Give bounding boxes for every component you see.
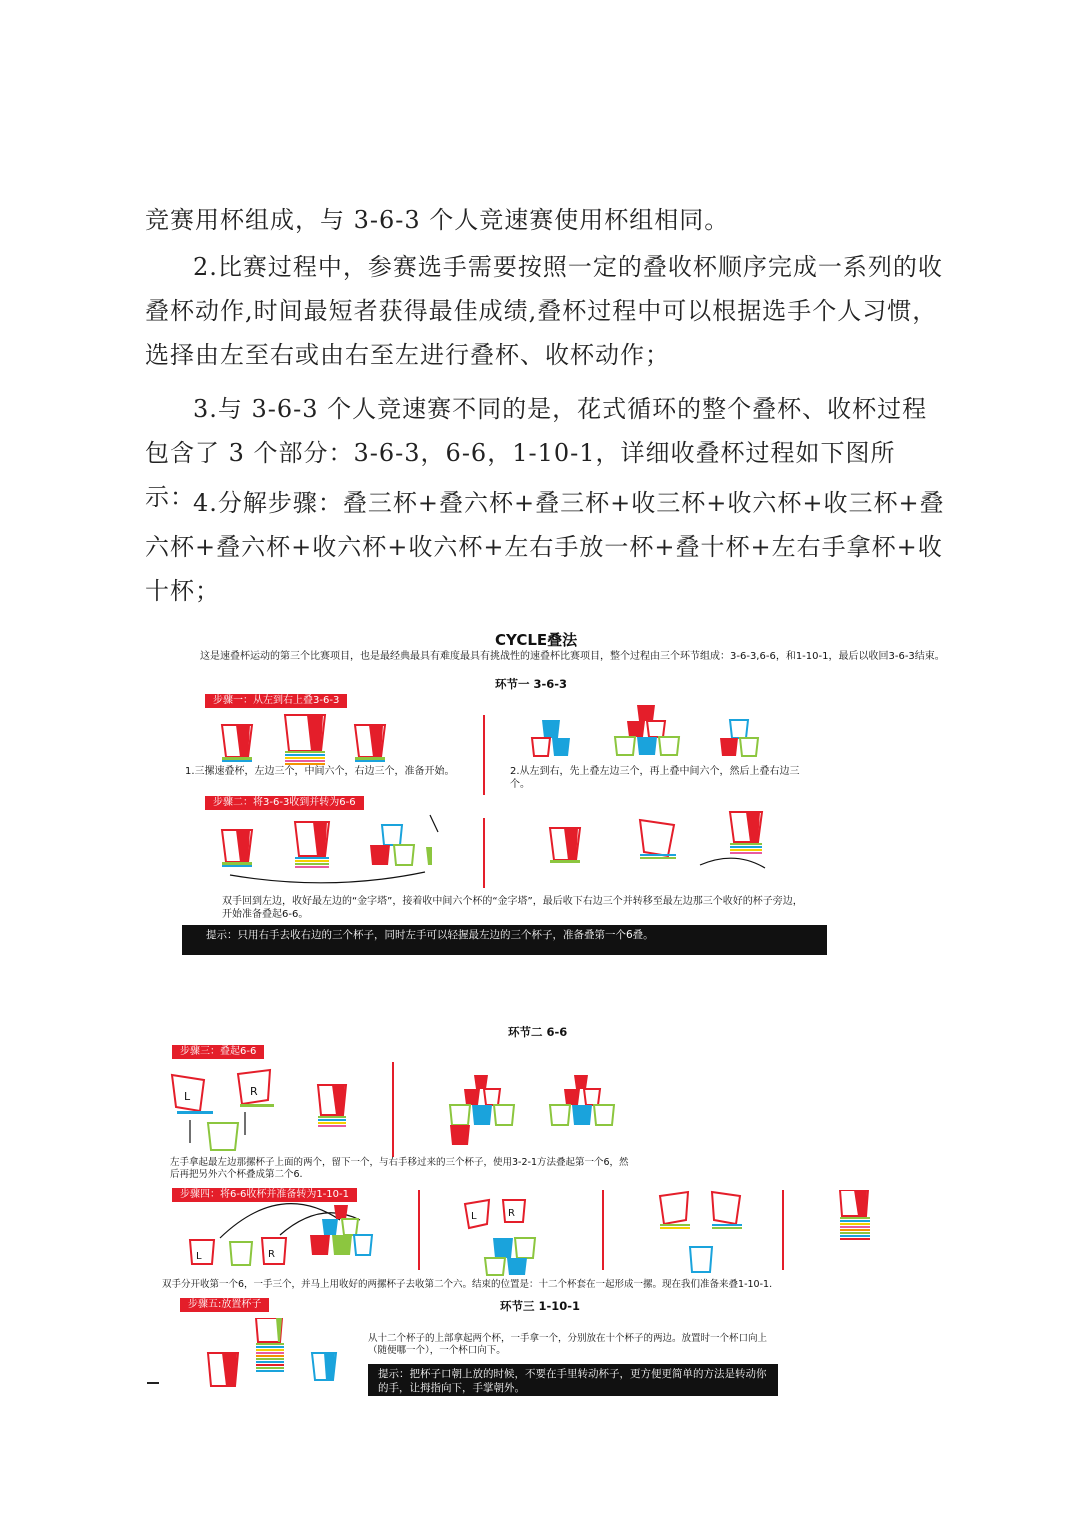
divider-5 bbox=[602, 1190, 604, 1270]
caption-5: 双手分开收第一个6，一手三个，并马上用收好的两摞杯子去收第二个六。结束的位置是：十二个杯套在一起形成一摞。现在我们准备来叠1-10-1. bbox=[162, 1279, 773, 1290]
paragraph-1: 竞赛用杯组成，与 3-6-3 个人竞速赛使用杯组相同。 bbox=[145, 206, 730, 234]
tip-2: 提示：把杯子口朝上放的时候，不要在手里转动杯子，更方便更简单的方法是转动你的手，让拇指向下，手掌朝外。 bbox=[368, 1364, 778, 1396]
paragraph-3: 3.与 3-6-3 个人竞速赛不同的是，花式循环的整个叠杯、收杯过程包含了 3 个部分：3-6-3，6-6，1-10-1，详细收叠杯过程如下图所示： bbox=[145, 395, 928, 511]
cups-illustration-row3 bbox=[160, 1065, 1020, 1165]
cups-illustration-row2 bbox=[170, 810, 1030, 900]
cups-illustration-row4 bbox=[160, 1190, 1020, 1280]
divider-2 bbox=[483, 818, 485, 888]
step-5-label: 步骤五:放置杯子 bbox=[180, 1298, 269, 1312]
label-l-3: L bbox=[471, 1211, 477, 1222]
figure-intro: 这是速叠杯运动的第三个比赛项目，也是最经典最具有难度最具有挑战性的速叠杯比赛项目，整个过程由三个环节组成：3-6-3,6-6，和1-10-1，最后以收回3-6-3结束。 bbox=[200, 651, 945, 662]
label-l: L bbox=[184, 1090, 191, 1103]
page-dash bbox=[147, 1382, 159, 1384]
paragraph-4: 4.分解步骤：叠三杯+叠六杯+叠三杯+收三杯+收六杯+收三杯+叠六杯+叠六杯+收六杯+收六杯+左右手放一杯+叠十杯+左右手拿杯+收十杯； bbox=[145, 489, 945, 605]
section-title-2: 环节二 6-6 bbox=[508, 1025, 568, 1039]
caption-4: 左手拿起最左边那摞杯子上面的两个，留下一个，与右手移过来的三个杯子，使用3-2-1方法叠起第一个6，然后再把另外六个杯叠成第二个6. bbox=[170, 1157, 629, 1180]
divider-3 bbox=[392, 1062, 394, 1157]
step-1-label: 步骤一：从左到右上叠3-6-3 bbox=[205, 694, 347, 708]
figure-title: CYCLE叠法 bbox=[495, 631, 578, 649]
tip-1: 提示：只用右手去收右边的三个杯子，同时左手可以轻握最左边的三个杯子，准备叠第一个6叠。 bbox=[182, 925, 827, 955]
divider-1 bbox=[483, 715, 485, 795]
caption-1: 1.三摞速叠杯，左边三个，中间六个，右边三个，准备开始。 bbox=[185, 766, 455, 777]
caption-6: 从十二个杯子的上部拿起两个杯，一手拿一个，分别放在十个杯子的两边。放置时一个杯口向上（随便哪一个），一个杯口向下。 bbox=[368, 1333, 768, 1356]
section-title-3: 环节三 1-10-1 bbox=[500, 1299, 581, 1313]
caption-2: 2.从左到右，先上叠左边三个，再上叠中间六个，然后上叠右边三个。 bbox=[510, 766, 800, 790]
label-r-2: R bbox=[268, 1249, 275, 1260]
caption-3: 双手回到左边，收好最左边的“金字塔”，接着收中间六个杯的“金字塔”，最后收下右边三个并转移至最左边那三个收好的杯子旁边，开始准备叠起6-6。 bbox=[222, 896, 803, 920]
cups-illustration-row1 bbox=[170, 700, 1030, 810]
step-2-label: 步骤二：将3-6-3收到并转为6-6 bbox=[205, 796, 364, 810]
label-r-3: R bbox=[508, 1208, 515, 1219]
paragraph-2: 2.比赛过程中，参赛选手需要按照一定的叠收杯顺序完成一系列的收叠杯动作,时间最短者获得最佳成绩,叠杯过程中可以根据选手个人习惯，选择由左至右或由右至左进行叠杯、收杯动作； bbox=[145, 253, 943, 369]
label-r: R bbox=[250, 1085, 258, 1098]
label-l-2: L bbox=[196, 1251, 202, 1262]
divider-4 bbox=[418, 1190, 420, 1270]
section-title-1: 环节一 3-6-3 bbox=[495, 677, 568, 691]
divider-6 bbox=[782, 1190, 784, 1270]
step-3-label: 步骤三：叠起6-6 bbox=[172, 1045, 264, 1059]
step-4-label: 步骤四：将6-6收杯并准备转为1-10-1 bbox=[172, 1188, 357, 1202]
